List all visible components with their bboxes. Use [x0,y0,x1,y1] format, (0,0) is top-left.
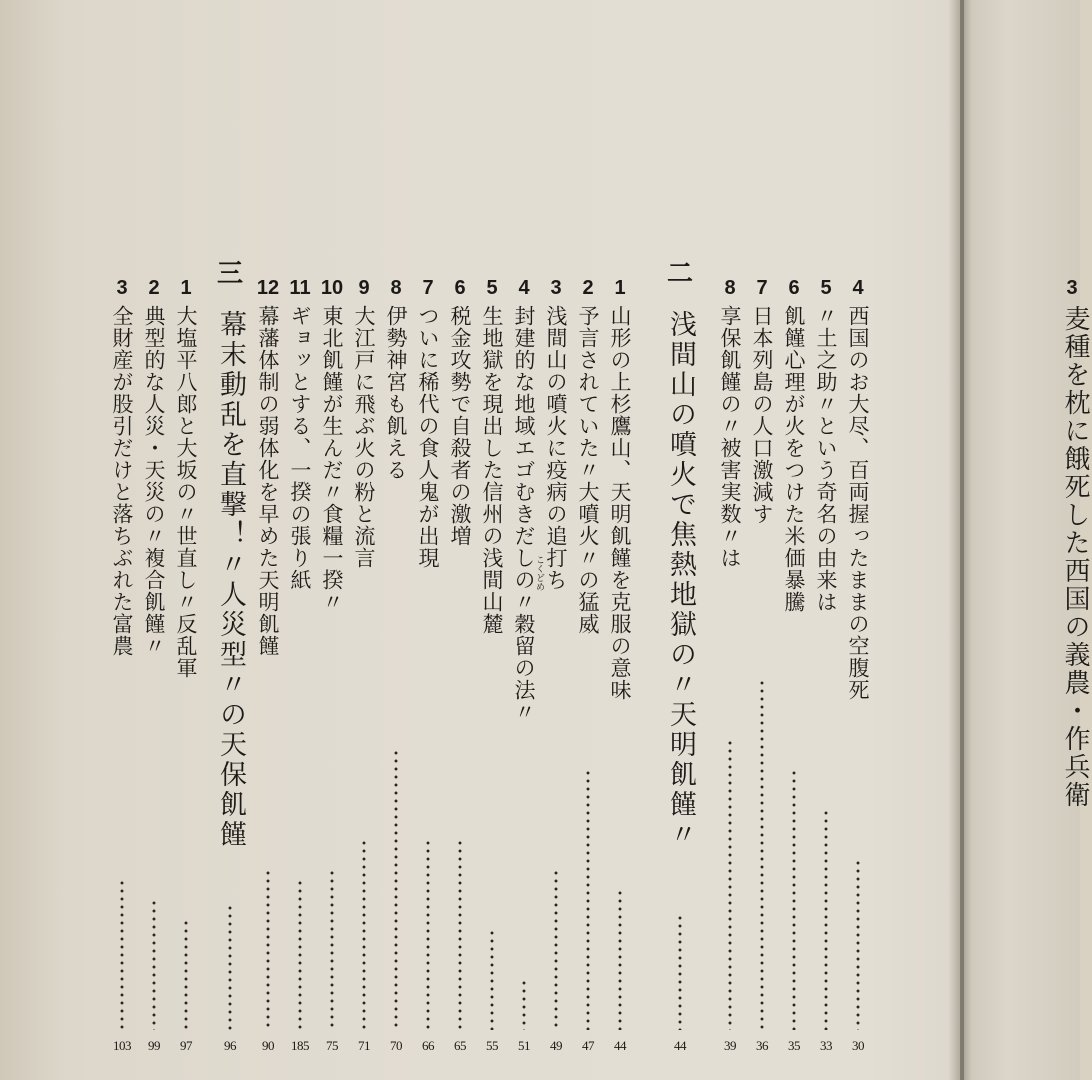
leader-dots [426,839,430,1030]
right-page-entry [1052,0,1092,1080]
entry-number: 5 [820,277,832,299]
entry-title: 幕藩体制の弱体化を早めた天明飢饉 [256,305,280,657]
entry-number: 3 [116,277,128,299]
entry-title: 伊勢神宮も飢える [384,305,408,481]
page-number: 65 [454,1038,466,1053]
entry-number: 3 [1066,277,1078,299]
leader-dots [678,914,682,1030]
ruby-annotation: こくどめ [534,555,544,591]
page-number: 66 [422,1038,434,1053]
leader-dots [618,889,622,1030]
entry-title: 日本列島の人口激減す [750,305,774,525]
leader-dots [554,869,558,1030]
entry-number: 10 [320,277,344,299]
leader-dots [856,859,860,1030]
entry-title: 予言されていた〃大噴火〃の猛威 [576,305,600,635]
leader-dots [330,869,334,1030]
leader-dots [458,839,462,1030]
entry-title: 山形の上杉鷹山、天明飢饉を克服の意味 [608,305,632,701]
leader-dots [298,879,302,1030]
entry-title: 〃土之助〃という奇名の由来は [814,305,838,613]
page-number: 71 [358,1038,370,1053]
entry-number: 7 [422,277,434,299]
entry-title: 西国のお大尽、百両握ったままの空腹死 [846,305,870,701]
page-number: 90 [262,1038,274,1053]
toc-entry [102,0,142,1080]
entry-number: 2 [148,277,160,299]
page-number: 39 [724,1038,736,1053]
entry-title: 飢饉心理が火をつけた米価暴騰 [782,305,806,613]
leader-dots [824,809,828,1030]
page-number: 96 [224,1038,236,1053]
page-number: 33 [820,1038,832,1053]
leader-dots [152,899,156,1030]
entry-title: 享保飢饉の〃被害実数〃は [718,305,742,569]
entry-number: 8 [724,277,736,299]
book-gutter [948,0,964,1080]
entry-title: 麦種を枕に餓死した西国の義農・作兵衛 [1060,305,1090,809]
entry-title: 全財産が股引だけと落ちぶれた富農 [110,305,134,657]
leader-dots [184,919,188,1030]
entry-number: 6 [454,277,466,299]
page-number: 30 [852,1038,864,1053]
entry-number: 4 [518,277,530,299]
page-number: 49 [550,1038,562,1053]
leader-dots [120,879,124,1030]
entry-number: 二 [666,259,693,289]
entry-title: 東北飢饉が生んだ〃食糧一揆〃 [320,305,344,613]
entry-title: 税金攻勢で自殺者の激増 [448,305,472,547]
entry-title: 幕末動乱を直撃！〃人災型〃の天保飢饉 [215,310,246,850]
leader-dots [362,839,366,1030]
entry-number: 11 [289,277,311,299]
leader-dots [728,739,732,1030]
entry-number: 4 [852,277,864,299]
entry-title: 典型的な人災・天災の〃複合飢饉〃 [142,305,166,657]
leader-dots [266,869,270,1030]
entry-title: 生地獄を現出した信州の浅間山麓 [480,305,504,635]
entry-number: 7 [756,277,768,299]
entry-number: 1 [614,277,626,299]
page-number: 70 [390,1038,402,1053]
entry-title: 浅間山の噴火で焦熱地獄の〃天明飢饉〃 [665,310,696,850]
leader-dots [490,929,494,1030]
page-number: 103 [113,1038,131,1053]
page-number: 44 [674,1038,686,1053]
leader-dots [586,769,590,1030]
leader-dots [760,679,764,1030]
leader-dots [228,904,232,1030]
page-number: 99 [148,1038,160,1053]
entry-title: 封建的な地域エゴむきだしの〃穀留の法〃 [512,305,536,723]
entry-number: 1 [180,277,192,299]
page-number: 51 [518,1038,530,1053]
page-number: 97 [180,1038,192,1053]
chapter-heading [660,0,700,1080]
toc-entry [710,0,750,1080]
chapter-heading [210,0,250,1080]
page-number: 36 [756,1038,768,1053]
entry-number: 三 [216,259,243,289]
toc-entry [248,0,288,1080]
entry-number: 3 [550,277,562,299]
entry-number: 12 [256,277,280,299]
entry-number: 2 [582,277,594,299]
entry-title: 浅間山の噴火に疫病の追打ち [544,305,568,591]
page-number: 185 [291,1038,309,1053]
entry-title: ついに稀代の食人鬼が出現 [416,305,440,569]
page-number: 75 [326,1038,338,1053]
entry-title: 大江戸に飛ぶ火の粉と流言 [352,305,376,569]
entry-number: 5 [486,277,498,299]
page-number: 55 [486,1038,498,1053]
entry-number: 6 [788,277,800,299]
entry-title: ギョッとする、一揆の張り紙 [288,305,312,591]
leader-dots [522,979,526,1030]
entry-number: 8 [390,277,402,299]
page-number: 44 [614,1038,626,1053]
entry-title: 大塩平八郎と大坂の〃世直し〃反乱軍 [174,305,198,679]
leader-dots [394,749,398,1030]
entry-number: 9 [358,277,370,299]
page-number: 47 [582,1038,594,1053]
page-number: 35 [788,1038,800,1053]
leader-dots [792,769,796,1030]
